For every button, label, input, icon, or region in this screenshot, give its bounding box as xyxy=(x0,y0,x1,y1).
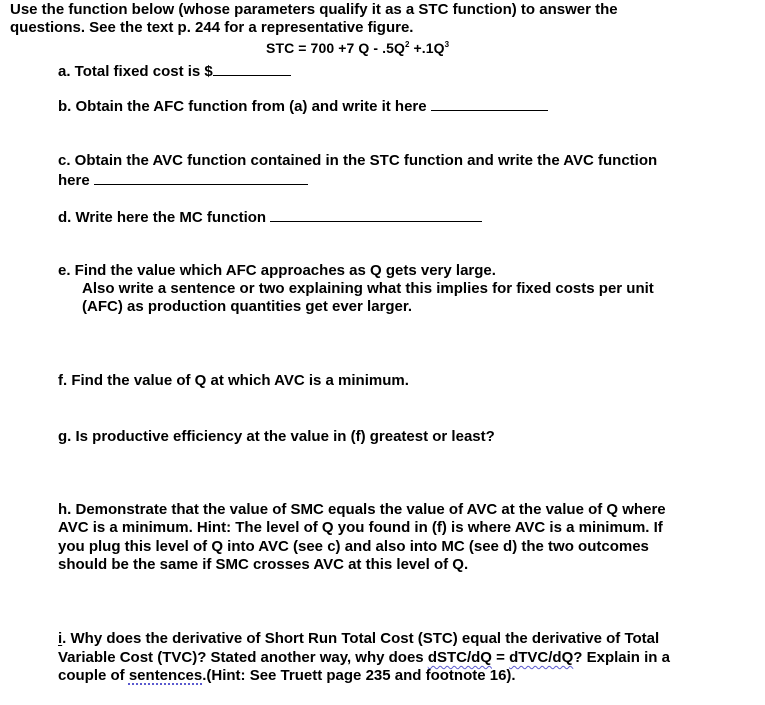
sentences-word: sentences xyxy=(128,667,203,684)
question-g: g. Is productive efficiency at the value in (f) greatest or least? xyxy=(58,428,495,445)
formula-lhs: STC = 700 +7 Q - .5Q xyxy=(266,40,405,56)
question-h-line-3: you plug this level of Q into AVC (see c) and also into MC (see d) the two outcomes xyxy=(58,538,649,555)
question-d xyxy=(58,207,482,227)
intro-line-1: Use the function below (whose parameters qualify it as a STC function) to answer the xyxy=(10,1,618,18)
dtvc-dq-term: dTVC/dQ xyxy=(509,649,574,666)
question-d-text: d. Write here the MC function xyxy=(58,209,267,226)
formula-mid: +.1Q xyxy=(409,40,445,56)
answer-blank-d[interactable] xyxy=(270,207,482,222)
question-i-line-1 xyxy=(58,630,659,648)
formula-exponent-2: 2 xyxy=(404,40,410,49)
question-i-line-3-a: couple of xyxy=(58,667,129,684)
intro-line-2: questions. See the text p. 244 for a representative figure. xyxy=(10,19,414,36)
question-h-line-1: h. Demonstrate that the value of SMC equals the value of AVC at the value of Q where xyxy=(58,501,666,518)
question-i-line-3 xyxy=(58,667,516,685)
question-h-line-2: AVC is a minimum. Hint: The level of Q you found in (f) is where AVC is a minimum. If xyxy=(58,519,663,536)
question-f: f. Find the value of Q at which AVC is a minimum. xyxy=(58,372,409,389)
question-e-line-2: Also write a sentence or two explaining what this implies for fixed costs per unit xyxy=(82,280,654,297)
question-e-line-1: e. Find the value which AFC approaches as Q gets very large. xyxy=(58,262,496,279)
question-i-line-1-text: . Why does the derivative of Short Run Total Cost (STC) equal the derivative of Total xyxy=(62,630,660,647)
question-i-equals: = xyxy=(491,649,510,666)
question-c-line-1: c. Obtain the AVC function contained in the STC function and write the AVC function xyxy=(58,152,658,169)
question-h-line-4: should be the same if SMC crosses AVC at this level of Q. xyxy=(58,556,469,573)
answer-blank-b[interactable] xyxy=(431,96,548,111)
question-e-line-3: (AFC) as production quantities get ever larger. xyxy=(82,298,413,315)
answer-blank-c[interactable] xyxy=(94,170,308,185)
question-b-text: b. Obtain the AFC function from (a) and write it here xyxy=(58,98,427,115)
question-c-line-2 xyxy=(58,170,308,190)
formula-exponent-3: 3 xyxy=(444,40,450,49)
question-a-text: a. Total fixed cost is $ xyxy=(58,63,213,80)
answer-blank-a[interactable] xyxy=(213,61,291,76)
question-i-line-3-b: .(Hint: See Truett page 235 and footnote 16). xyxy=(202,667,516,684)
question-i-line-2-a: Variable Cost (TVC)? Stated another way, why does xyxy=(58,649,428,666)
question-b xyxy=(58,96,548,116)
dstc-dq-term: dSTC/dQ xyxy=(427,649,492,666)
question-i-label: i xyxy=(58,630,63,647)
question-i-line-2 xyxy=(58,649,670,667)
question-c-text: here xyxy=(58,172,90,189)
question-i-line-2-b: ? Explain in a xyxy=(573,649,670,666)
question-a xyxy=(58,61,291,81)
stc-formula xyxy=(266,39,449,57)
